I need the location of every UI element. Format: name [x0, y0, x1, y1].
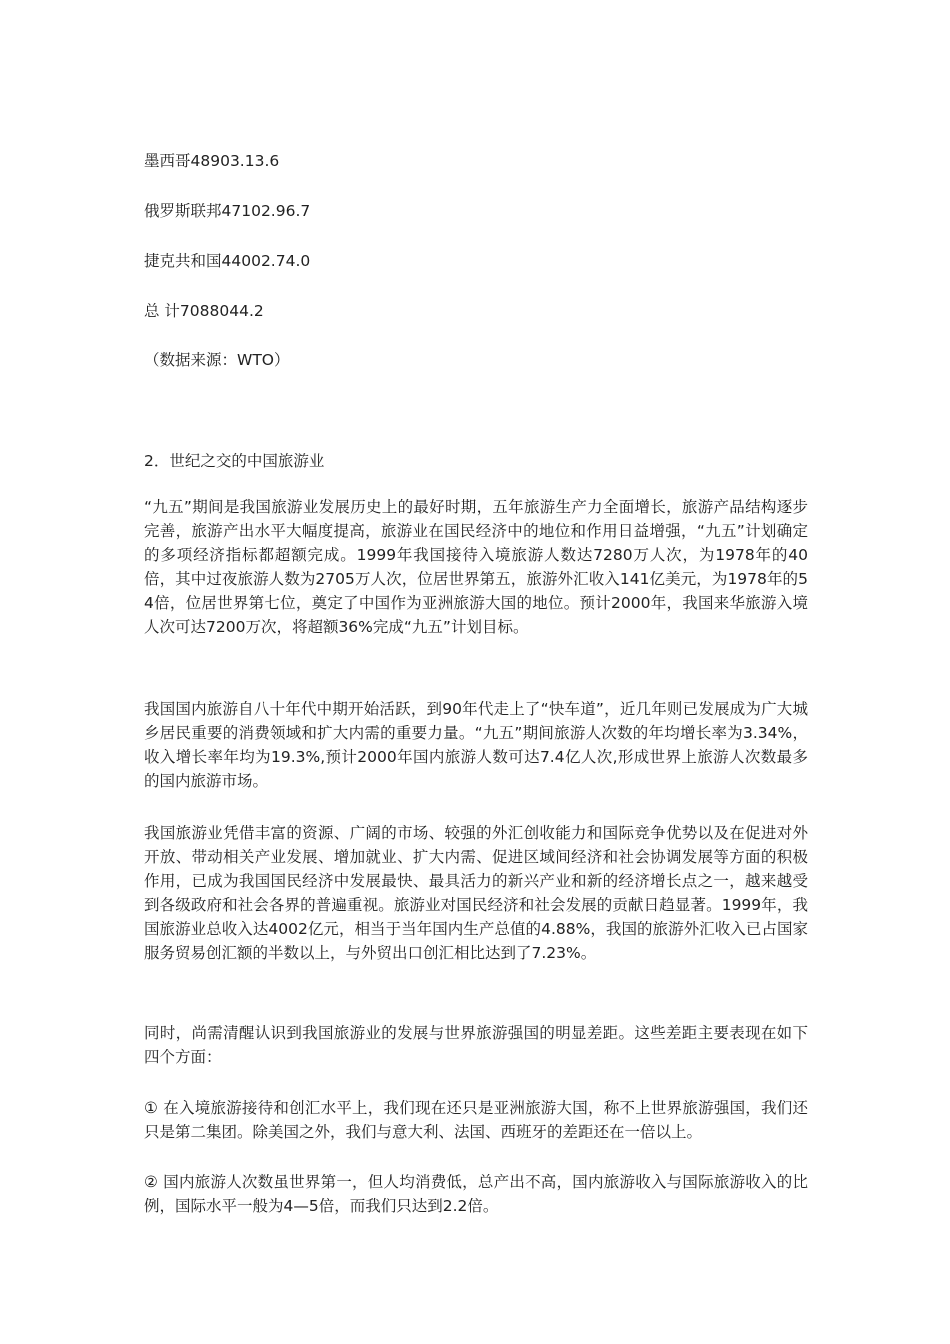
- table-row-czech: 捷克共和国44002.74.0: [144, 252, 311, 270]
- paragraph-gap-point-1: ① 在入境旅游接待和创汇水平上，我们现在还只是亚洲旅游大国，称不上世界旅游强国，我们还只是第二集团。除美国之外，我们与意大利、法国、西班牙的差距还在一倍以上。: [144, 1099, 808, 1141]
- source-note: （数据来源：WTO）: [144, 351, 290, 369]
- paragraph-ninth-five-year-plan: “九五”期间是我国旅游业发展历史上的最好时期，五年旅游生产力全面增长，旅游产品结构逐步完善，旅游产出水平大幅度提高，旅游业在国民经济中的地位和作用日益增强，“九五”计划确定的多项经济指标都超额完成。1999年我国接待入境旅游人数达7280万人次，为1978年的40倍，其中过夜旅游人数为2705万人次，位居世界第五，旅游外汇收入141亿美元，为1978年的54倍，位居世界第七位，奠定了中国作为亚洲旅游大国的地位。预计2000年，我国来华旅游入境人次可达7200万次，将超额36%完成“九五”计划目标。: [144, 498, 808, 636]
- paragraph-gap-point-2: ② 国内旅游人次数虽世界第一，但人均消费低，总产出不高，国内旅游收入与国际旅游收入的比例，国际水平一般为4—5倍，而我们只达到2.2倍。: [144, 1173, 808, 1215]
- paragraph-tourism-industry-role: 我国旅游业凭借丰富的资源、广阔的市场、较强的外汇创收能力和国际竞争优势以及在促进对外开放、带动相关产业发展、增加就业、扩大内需、促进区域间经济和社会协调发展等方面的积极作用，已成为我国国民经济中发展最快、最具活力的新兴产业和新的经济增长点之一，越来越受到各级政府和社会各界的普遍重视。旅游业对国民经济和社会发展的贡献日趋显著。1999年，我国旅游业总收入达4002亿元，相当于当年国内生产总值的4.88%，我国的旅游外汇收入已占国家服务贸易创汇额的半数以上，与外贸出口创汇相比达到了7.23%。: [144, 824, 808, 962]
- paragraph-domestic-tourism: 我国国内旅游自八十年代中期开始活跃，到90年代走上了“快车道”，近几年则已发展成为广大城乡居民重要的消费领域和扩大内需的重要力量。“九五”期间旅游人次数的年均增长率为3.34%，收入增长率年均为19.3%,预计2000年国内旅游人数可达7.4亿人次,形成世界上旅游人次数最多的国内旅游市场。: [144, 700, 808, 790]
- table-row-russia: 俄罗斯联邦47102.96.7: [144, 202, 311, 220]
- table-row-mexico: 墨西哥48903.13.6: [144, 152, 280, 170]
- paragraph-gap-intro: 同时，尚需清醒认识到我国旅游业的发展与世界旅游强国的明显差距。这些差距主要表现在如下四个方面：: [144, 1024, 808, 1066]
- section-heading: 2．世纪之交的中国旅游业: [144, 452, 325, 470]
- table-row-total: 总 计7088044.2: [144, 302, 264, 320]
